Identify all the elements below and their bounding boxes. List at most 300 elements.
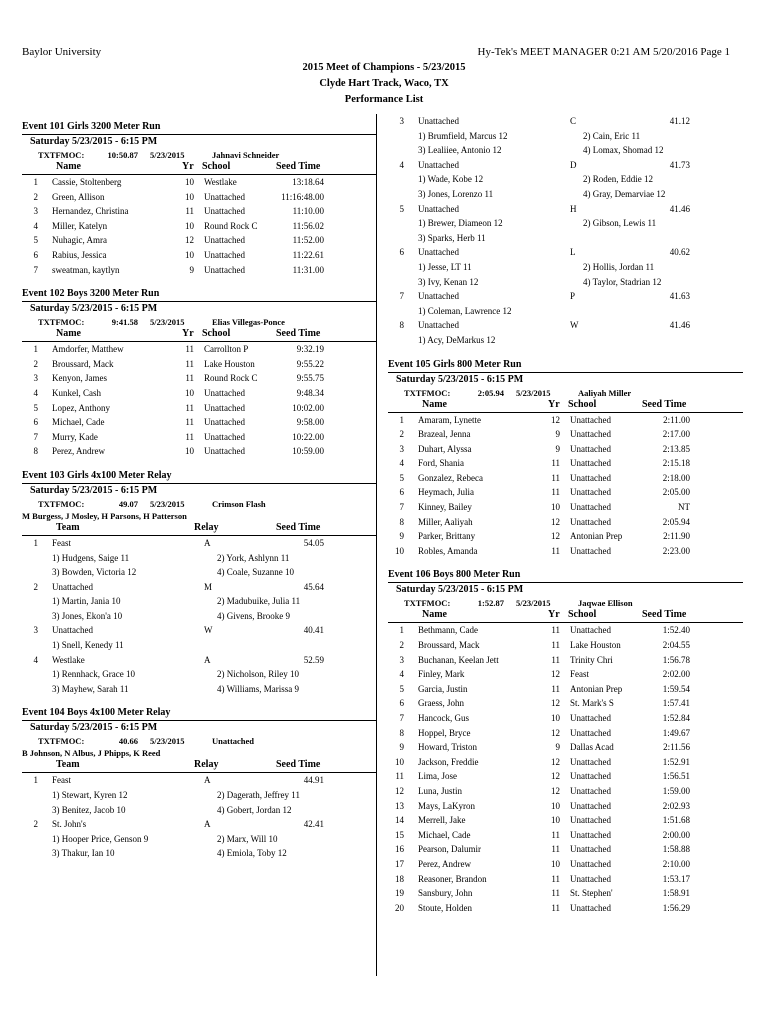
relay-member: 1) Martin, Jania 10 xyxy=(52,596,121,607)
athlete-name: Parker, Brittany xyxy=(418,531,476,542)
relay-member: 1) Coleman, Lawrence 12 xyxy=(418,305,512,316)
seed-time: 1:52.91 xyxy=(662,756,690,767)
seed-time: 41.12 xyxy=(669,116,690,126)
year: 11 xyxy=(185,417,194,428)
school: Unattached xyxy=(570,713,611,723)
athlete-name: Kunkel, Cash xyxy=(52,387,101,398)
year: 9 xyxy=(555,443,560,454)
table-row xyxy=(388,901,743,916)
school: Unattached xyxy=(570,414,611,425)
year: 10 xyxy=(551,815,560,826)
seed-time: 1:56.78 xyxy=(662,654,690,665)
col-team: Team xyxy=(56,759,80,771)
table-row xyxy=(388,740,743,755)
relay-members-row xyxy=(22,667,377,682)
athlete-name: Gonzalez, Rebeca xyxy=(418,472,483,483)
relay-letter: C xyxy=(570,116,577,126)
seed-time: NT xyxy=(678,502,690,513)
record-label: TXTFMOC: xyxy=(38,150,85,160)
relay-members-row xyxy=(22,551,377,566)
seed-time: 2:10.00 xyxy=(662,858,690,869)
table-row xyxy=(388,726,743,741)
place: 4 xyxy=(33,387,38,398)
table-row xyxy=(388,653,743,668)
year: 11 xyxy=(185,344,194,355)
relay-team-row xyxy=(22,653,377,668)
table-row xyxy=(388,755,743,770)
seed-time: 9:55.22 xyxy=(296,358,324,369)
school: Unattached xyxy=(570,800,611,811)
school: Unattached xyxy=(570,873,611,884)
year: 10 xyxy=(185,177,194,187)
school: Unattached xyxy=(204,446,245,457)
seed-time: 2:18.00 xyxy=(662,472,690,483)
relay-members-row xyxy=(388,304,743,319)
relay-members-row xyxy=(388,143,743,158)
place: 3 xyxy=(33,206,38,217)
place: 4 xyxy=(399,669,404,680)
table-row xyxy=(388,471,743,486)
seed-time: 2:17.00 xyxy=(662,429,690,440)
year: 12 xyxy=(551,531,560,542)
school: Lake Houston xyxy=(204,358,255,369)
column-header xyxy=(388,609,743,623)
session-line: Saturday 5/23/2015 - 6:15 PM xyxy=(396,584,524,596)
seed-time: 11:52.00 xyxy=(292,235,324,246)
seed-time: 11:56.02 xyxy=(292,220,324,231)
record-line xyxy=(388,597,743,609)
record-mark: 49.07 xyxy=(118,498,138,509)
table-row xyxy=(22,175,377,190)
header-meta: Hy-Tek's MEET MANAGER 0:21 AM 5/20/2016 Page 1 xyxy=(477,46,730,58)
year: 12 xyxy=(185,235,194,246)
relay-team-row xyxy=(388,318,743,333)
school: Trinity Chri xyxy=(570,654,613,665)
athlete-name: Merrell, Jake xyxy=(418,815,466,826)
place: 8 xyxy=(399,320,404,331)
school: Unattached xyxy=(570,625,611,636)
school: Unattached xyxy=(570,785,611,796)
table-row xyxy=(388,515,743,530)
place: 1 xyxy=(33,344,38,355)
relay-member: 1) Stewart, Kyren 12 xyxy=(52,790,128,801)
relay-member: 2) Roden, Eddie 12 xyxy=(583,174,653,185)
school: Unattached xyxy=(204,417,245,428)
year: 10 xyxy=(185,446,194,457)
seed-time: 10:59.00 xyxy=(292,446,324,457)
athlete-name: Howard, Triston xyxy=(418,742,478,753)
relay-member: 3) Jones, Lorenzo 11 xyxy=(418,188,494,199)
seed-time: 1:57.41 xyxy=(662,698,690,709)
relay-members-row xyxy=(388,187,743,202)
year: 12 xyxy=(551,669,560,680)
relay-letter: D xyxy=(570,159,577,170)
school: Round Rock C xyxy=(204,220,258,231)
place: 7 xyxy=(399,291,404,302)
col-yr: Yr xyxy=(548,398,560,410)
table-row xyxy=(22,444,377,459)
col-relay: Relay xyxy=(194,759,219,771)
session-line: Saturday 5/23/2015 - 6:15 PM xyxy=(30,136,158,147)
seed-time: 42.41 xyxy=(303,819,324,830)
relay-letter: A xyxy=(204,537,211,548)
place: 6 xyxy=(399,698,404,709)
school: Dallas Acad xyxy=(570,742,614,753)
seed-time: 41.46 xyxy=(669,203,690,214)
relay-member: 1) Acy, DeMarkus 12 xyxy=(418,334,496,345)
athlete-name: Lima, Jose xyxy=(418,771,457,782)
place: 9 xyxy=(399,742,404,753)
year: 11 xyxy=(551,545,560,556)
school: Unattached xyxy=(570,771,611,782)
year: 11 xyxy=(551,487,560,498)
record-label: TXTFMOC: xyxy=(38,736,85,747)
year: 11 xyxy=(185,206,194,217)
table-row xyxy=(388,799,743,814)
place: 1 xyxy=(33,537,38,548)
athlete-name: Hoppel, Bryce xyxy=(418,727,471,738)
relay-member: 1) Snell, Kenedy 11 xyxy=(52,640,124,651)
school: Unattached xyxy=(570,727,611,738)
seed-time: 10:02.00 xyxy=(292,402,324,413)
col-school: School xyxy=(202,328,231,340)
relay-letter: A xyxy=(204,654,211,665)
athlete-name: Amdorfer, Matthew xyxy=(52,344,124,355)
year: 11 xyxy=(551,654,560,665)
relay-member: 3) Ivy, Kenan 12 xyxy=(418,276,479,287)
relay-member: 4) Gobert, Jordan 12 xyxy=(217,804,292,815)
school: Feast xyxy=(570,669,589,680)
relay-team-row xyxy=(22,536,377,551)
record-line xyxy=(22,735,377,747)
school: Unattached xyxy=(204,191,245,202)
relay-letter: W xyxy=(204,625,213,636)
athlete-name: Miller, Aaliyah xyxy=(418,516,473,527)
table-row xyxy=(388,872,743,887)
seed-time: 1:59.00 xyxy=(662,785,690,796)
seed-time: 2:15.18 xyxy=(662,458,690,469)
school: Unattached xyxy=(570,443,611,454)
col-seed: Seed Time xyxy=(276,759,321,771)
table-row xyxy=(388,500,743,515)
relay-members-row xyxy=(388,275,743,290)
relay-member: 4) Lomax, Shomad 12 xyxy=(583,145,664,156)
year: 12 xyxy=(551,414,560,425)
session-line: Saturday 5/23/2015 - 6:15 PM xyxy=(396,373,524,385)
relay-member: 2) Cain, Eric 11 xyxy=(583,130,641,141)
relay-members-row xyxy=(22,638,377,653)
table-row xyxy=(22,371,377,386)
athlete-name: Kinney, Bailey xyxy=(418,502,472,513)
record-line xyxy=(22,149,377,161)
year: 12 xyxy=(551,727,560,738)
year: 12 xyxy=(551,698,560,709)
school: Unattached xyxy=(204,235,245,246)
relay-team-row xyxy=(22,773,377,788)
place: 5 xyxy=(33,402,38,413)
place: 8 xyxy=(399,516,404,527)
athlete-name: Garcia, Justin xyxy=(418,683,468,694)
athlete-name: Kenyon, James xyxy=(52,373,107,384)
seed-time: 2:02.93 xyxy=(662,800,690,811)
col-seed: Seed Time xyxy=(276,521,321,533)
relay-member: 4) Coale, Suzanne 10 xyxy=(217,567,294,578)
place: 16 xyxy=(395,844,404,855)
relay-letter: A xyxy=(204,819,211,830)
relay-members-row xyxy=(22,682,377,697)
school: Unattached xyxy=(570,516,611,527)
place: 9 xyxy=(399,531,404,542)
relay-member: 1) Hudgens, Saige 11 xyxy=(52,552,130,563)
relay-member: 1) Rennhack, Grace 10 xyxy=(52,669,135,680)
team-name: Unattached xyxy=(418,247,459,258)
athlete-name: Buchanan, Keelan Jett xyxy=(418,654,499,665)
meet-title: 2015 Meet of Champions - 5/23/2015 xyxy=(302,62,466,73)
team-name: Unattached xyxy=(418,291,459,302)
table-row xyxy=(388,857,743,872)
place: 6 xyxy=(33,249,38,260)
seed-time: 9:58.00 xyxy=(296,417,324,428)
table-row xyxy=(22,430,377,445)
table-row xyxy=(22,342,377,357)
col-seed: Seed Time xyxy=(642,609,687,621)
table-row xyxy=(388,485,743,500)
place: 3 xyxy=(33,373,38,384)
place: 8 xyxy=(33,446,38,457)
school: Unattached xyxy=(570,502,611,513)
place: 7 xyxy=(399,502,404,513)
place: 2 xyxy=(33,358,38,369)
year: 10 xyxy=(551,502,560,513)
col-seed: Seed Time xyxy=(642,398,687,410)
place: 7 xyxy=(33,431,38,442)
col-seed: Seed Time xyxy=(276,328,321,340)
record-holder: Unattached xyxy=(212,736,255,747)
seed-time: 10:22.00 xyxy=(292,431,324,442)
seed-time: 52.59 xyxy=(303,654,324,665)
table-row xyxy=(22,219,377,234)
table-row xyxy=(388,623,743,638)
year: 10 xyxy=(551,858,560,869)
col-name: Name xyxy=(56,328,81,340)
record-line xyxy=(22,316,377,328)
place: 10 xyxy=(395,756,404,767)
relay-members-row xyxy=(388,260,743,275)
team-name: St. John's xyxy=(52,819,87,830)
year: 9 xyxy=(555,429,560,440)
relay-continuation xyxy=(388,114,743,348)
place: 7 xyxy=(399,713,404,723)
athlete-name: Hernandez, Christina xyxy=(52,206,129,217)
seed-time: 1:53.17 xyxy=(662,873,690,884)
place: 5 xyxy=(399,203,404,214)
table-row xyxy=(388,427,743,442)
year: 11 xyxy=(551,640,560,651)
relay-member: 3) Sparks, Herb 11 xyxy=(418,232,486,243)
table-row xyxy=(22,415,377,430)
relay-member: 3) Jones, Ekon'a 10 xyxy=(52,610,123,621)
record-holder: Crimson Flash xyxy=(212,498,266,509)
team-name: Feast xyxy=(52,775,71,786)
place: 1 xyxy=(33,775,38,786)
relay-member: 4) Taylor, Stadrian 12 xyxy=(583,276,662,287)
school: Carrollton P xyxy=(204,344,249,355)
relay-team-row xyxy=(388,289,743,304)
team-name: Unattached xyxy=(418,203,459,214)
seed-time: 1:51.68 xyxy=(662,815,690,826)
event-title: Event 102 Boys 3200 Meter Run xyxy=(22,288,160,300)
relay-letter: H xyxy=(570,203,577,214)
year: 12 xyxy=(551,785,560,796)
session-line: Saturday 5/23/2015 - 6:15 PM xyxy=(30,722,158,734)
year: 10 xyxy=(551,800,560,811)
year: 11 xyxy=(551,625,560,636)
seed-time: 1:49.67 xyxy=(662,727,690,738)
record-label: TXTFMOC: xyxy=(404,387,451,398)
event-block xyxy=(22,134,377,277)
seed-time: 41.73 xyxy=(669,159,690,170)
team-name: Unattached xyxy=(418,159,459,170)
relay-member: 2) Dagerath, Jeffrey 11 xyxy=(217,790,300,801)
relay-member: 1) Hooper Price, Genson 9 xyxy=(52,833,149,844)
place: 3 xyxy=(399,443,404,454)
athlete-name: Mays, LaKyron xyxy=(418,800,475,811)
relay-member: 4) Williams, Marissa 9 xyxy=(217,683,299,694)
event-title: Event 106 Boys 800 Meter Run xyxy=(388,569,521,581)
seed-time: 1:56.29 xyxy=(662,902,690,913)
place: 1 xyxy=(399,625,404,636)
list-title: Performance List xyxy=(344,94,424,105)
seed-time: 1:58.88 xyxy=(662,844,690,855)
record-date: 5/23/2015 xyxy=(150,317,185,328)
place: 2 xyxy=(399,640,404,651)
place: 14 xyxy=(395,815,404,826)
athlete-name: Cassie, Stoltenberg xyxy=(52,177,122,187)
year: 11 xyxy=(551,844,560,855)
place: 15 xyxy=(395,829,404,840)
athlete-name: Bethmann, Cade xyxy=(418,625,478,636)
relay-member: 3) Mayhew, Sarah 11 xyxy=(52,683,129,694)
record-holder: Elias Villegas-Ponce xyxy=(212,317,285,328)
seed-time: 1:52.40 xyxy=(662,625,690,636)
place: 4 xyxy=(399,458,404,469)
seed-time: 2:04.55 xyxy=(662,640,690,651)
place: 5 xyxy=(399,683,404,694)
athlete-name: Broussard, Mack xyxy=(418,640,480,651)
school: Unattached xyxy=(570,756,611,767)
relay-member: 3) Benitez, Jacob 10 xyxy=(52,804,126,815)
record-holder: Jaqwae Ellison xyxy=(578,598,633,609)
event-block xyxy=(388,372,743,559)
table-row xyxy=(388,696,743,711)
event-block xyxy=(22,483,377,697)
right-column xyxy=(388,114,743,915)
relay-members-row xyxy=(388,216,743,231)
place: 3 xyxy=(399,654,404,665)
seed-time: 1:58.91 xyxy=(662,888,690,899)
table-row xyxy=(388,682,743,697)
event-block xyxy=(388,582,743,915)
year: 11 xyxy=(551,888,560,899)
record-date: 5/23/2015 xyxy=(516,387,551,398)
relay-members-row xyxy=(22,832,377,847)
athlete-name: Finley, Mark xyxy=(418,669,465,680)
seed-time: 1:56.51 xyxy=(662,771,690,782)
col-team: Team xyxy=(56,521,80,533)
school: Unattached xyxy=(204,387,245,398)
school: Unattached xyxy=(570,545,611,556)
relay-member: 4) Givens, Brooke 9 xyxy=(217,610,290,621)
record-holders: M Burgess, J Mosley, H Parsons, H Patterson xyxy=(22,510,187,521)
seed-time: 54.05 xyxy=(303,537,324,548)
place: 19 xyxy=(395,888,404,899)
table-row xyxy=(388,413,743,428)
place: 6 xyxy=(33,417,38,428)
seed-time: 44.91 xyxy=(303,775,324,786)
col-relay: Relay xyxy=(194,521,219,533)
table-row xyxy=(388,667,743,682)
relay-team-row xyxy=(22,817,377,832)
column-header xyxy=(388,399,743,413)
column-header xyxy=(22,522,377,536)
relay-letter: A xyxy=(204,775,211,786)
record-date: 5/23/2015 xyxy=(150,150,185,160)
relay-letter: P xyxy=(570,291,576,302)
table-row xyxy=(388,784,743,799)
seed-time: 41.46 xyxy=(669,320,690,331)
relay-member: 1) Brumfield, Marcus 12 xyxy=(418,130,508,141)
seed-time: 11:10.00 xyxy=(292,206,324,217)
athlete-name: Robles, Amanda xyxy=(418,545,478,556)
relay-members-row xyxy=(388,231,743,246)
seed-time: 13:18.64 xyxy=(292,177,324,187)
athlete-name: Michael, Cade xyxy=(52,417,105,428)
place: 4 xyxy=(33,654,38,665)
record-date: 5/23/2015 xyxy=(516,598,551,609)
place: 17 xyxy=(395,858,404,869)
relay-members-row xyxy=(22,803,377,818)
column-header xyxy=(22,328,377,342)
event-block xyxy=(22,301,377,459)
seed-time: 41.63 xyxy=(669,291,690,302)
athlete-name: Graess, John xyxy=(418,698,464,709)
column-header xyxy=(22,759,377,773)
athlete-name: Duhart, Alyssa xyxy=(418,443,472,454)
athlete-name: Nuhagic, Amra xyxy=(52,235,107,246)
seed-time: 2:23.00 xyxy=(662,545,690,556)
place: 13 xyxy=(395,800,404,811)
place: 3 xyxy=(399,116,404,126)
relay-member: 3) Lealiiee, Antonio 12 xyxy=(418,145,502,156)
place: 3 xyxy=(33,625,38,636)
col-yr: Yr xyxy=(182,328,194,340)
relay-member: 2) Gibson, Lewis 11 xyxy=(583,218,657,229)
athlete-name: Brazeal, Jenna xyxy=(418,429,471,440)
relay-members-row xyxy=(22,846,377,861)
table-row xyxy=(388,638,743,653)
school: Unattached xyxy=(570,458,611,469)
seed-time: 40.62 xyxy=(669,247,690,258)
session-line: Saturday 5/23/2015 - 6:15 PM xyxy=(30,484,158,496)
year: 12 xyxy=(551,756,560,767)
school: Lake Houston xyxy=(570,640,621,651)
athlete-name: Broussard, Mack xyxy=(52,358,114,369)
col-yr: Yr xyxy=(182,161,194,172)
athlete-name: Jackson, Freddie xyxy=(418,756,479,767)
table-row xyxy=(388,456,743,471)
athlete-name: Perez, Andrew xyxy=(418,858,471,869)
team-name: Feast xyxy=(52,537,71,548)
